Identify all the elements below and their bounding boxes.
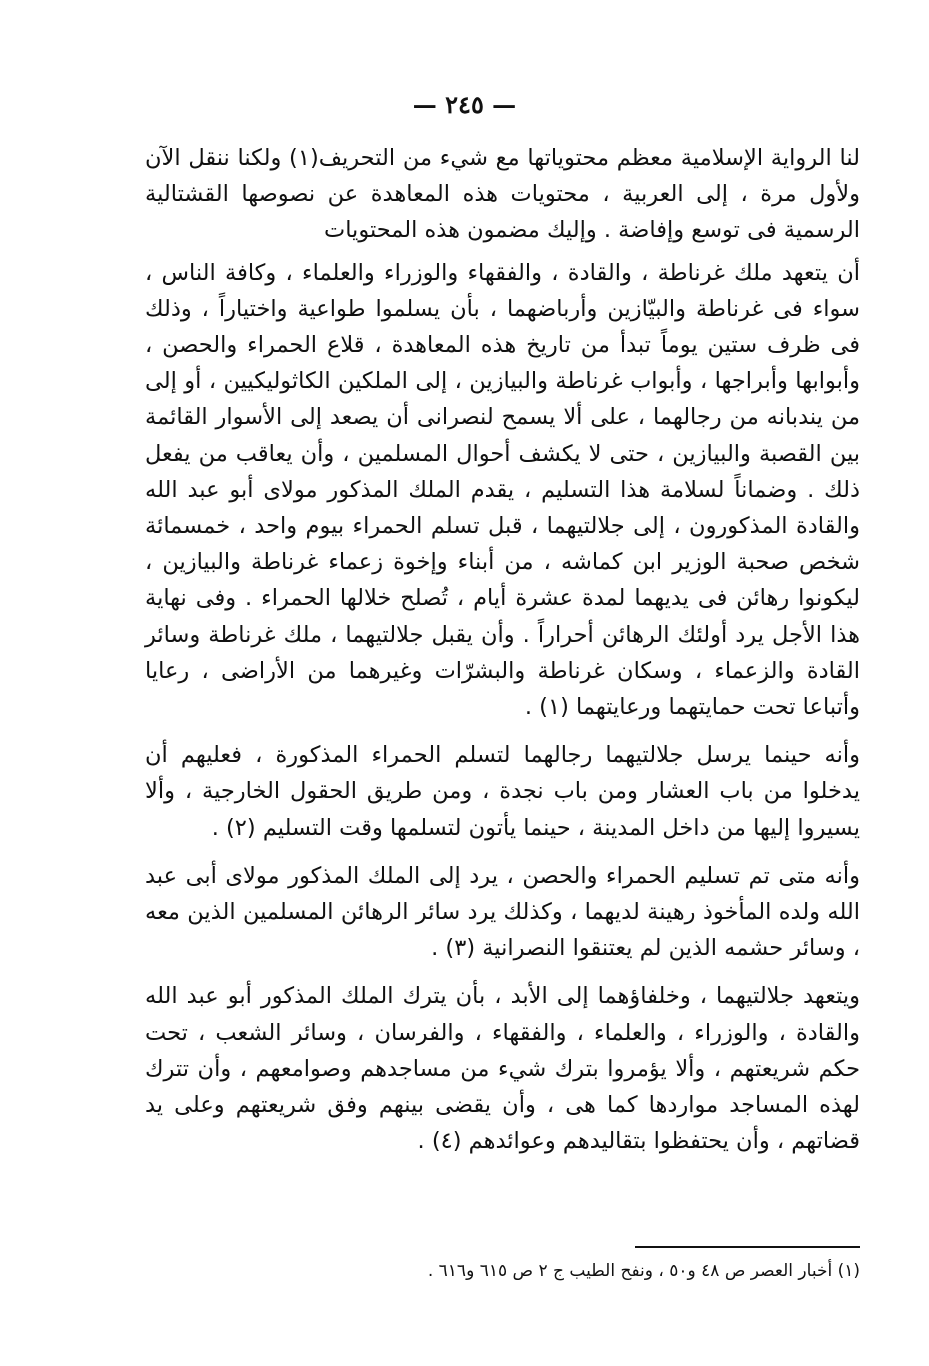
paragraph-1: لنا الرواية الإسلامية معظم محتوياتها مع شيء من التحريف(١) ولكنا ننقل الآن ولأول مرة ، إلى العربية ، محتويات هذه المعاهدة عن نصوصها القشتالية الرسمية فى توسع وإفاضة . وإليك مضمون هذه المحتويات bbox=[145, 145, 860, 244]
paragraph-4: وأنه متى تم تسليم الحمراء والحصن ، يرد إلى الملك المذكور مولاى أبى عبد الله ولده المأخوذ رهينة لديهما ، وكذلك يرد سائر الرهائن المسلمين الذين معه ، وسائر حشمه الذين لم يعتنقوا النصرانية (٣) . bbox=[145, 862, 860, 962]
paragraph-3: وأنه حينما يرسل جلالتيهما رجالهما لتسلم الحمراء المذكورة ، فعليهم أن يدخلوا من باب العشار ومن باب نجدة ، ومن طريق الحقول الخارجية ، وألا يسيروا إليها من داخل المدينة ، حينما يأتون لتسلمها وقت التسليم (٢) . bbox=[145, 742, 860, 841]
footnote: (١) أخبار العصر ص ٤٨ و٥٠ ، ونفح الطيب ج ٢ ص ٦١٥ و٦١٦ . bbox=[427, 1261, 860, 1281]
paragraph-2: أن يتعهد ملك غرناطة ، والقادة ، والفقهاء والوزراء والعلماء ، وكافة الناس ، سواء فى غرناطة والبيّازين وأرباضهما ، بأن يسلموا طواعية واختياراً ، وذلك فى ظرف ستين يوماً تبدأ من تاريخ هذه المعاهدة ، قلاع الحمراء والحصن ، وأبوابها وأبراجها ، وأبواب غرناطة والبيازين ، إلى الملكين الكاثوليكيين ، أو إلى من يندبانه من رجالهما ، على ألا يسمح لنصرانى أن يصعد إلى الأسوار القائمة بين القصبة والبيازين ، حتى لا يكشف أحوال المسلمين ، وأن يعاقب من يفعل ذلك . وضماناً لسلامة هذا التسليم ، يقدم الملك المذكور مولاى أبو عبد الله والقادة المذكورون ، إلى جلالتيهما ، قبل تسلم الحمراء بيوم واحد ، خمسمائة شخص صحبة الوزير ابن كماشه ، من أبناء وإخوة زعماء غرناطة والبيازين ، ليكونوا رهائن فى يديهما لمدة عشرة أيام ، تُصلح خلالها الحمراء . وفى نهاية هذا الأجل يرد أولئك الرهائن أحراراً . وأن يقبل جلالتيهما ، ملك غرناطة وسائر القادة والزعماء ، وسكان غرناطة والبشرّات وغيرهما من الأراضى ، رعايا وأتباعا تحت حمايتهما ورعايتهما (١) . bbox=[145, 259, 860, 721]
page-number: — ٢٤٥ — bbox=[412, 90, 517, 119]
paragraph-5: ويتعهد جلالتيهما ، وخلفاؤهما إلى الأبد ، بأن يترك الملك المذكور أبو عبد الله والقادة ، والوزراء ، والعلماء ، والفقهاء ، والفرسان ، وسائر الشعب ، تحت حكم شريعتهم ، وألا يؤمروا بترك شيء من مساجدهم وصوامعهم ، وأن تترك لهذه المساجد مواردها كما هى ، وأن يقضى بينهم وفق شريعتهم وعلى يد قضاتهم ، وأن يحتفظوا بتقاليدهم وعوائدهم (٤) . bbox=[145, 983, 860, 1155]
footnote-divider bbox=[635, 1246, 860, 1248]
main-text bbox=[145, 140, 860, 1159]
